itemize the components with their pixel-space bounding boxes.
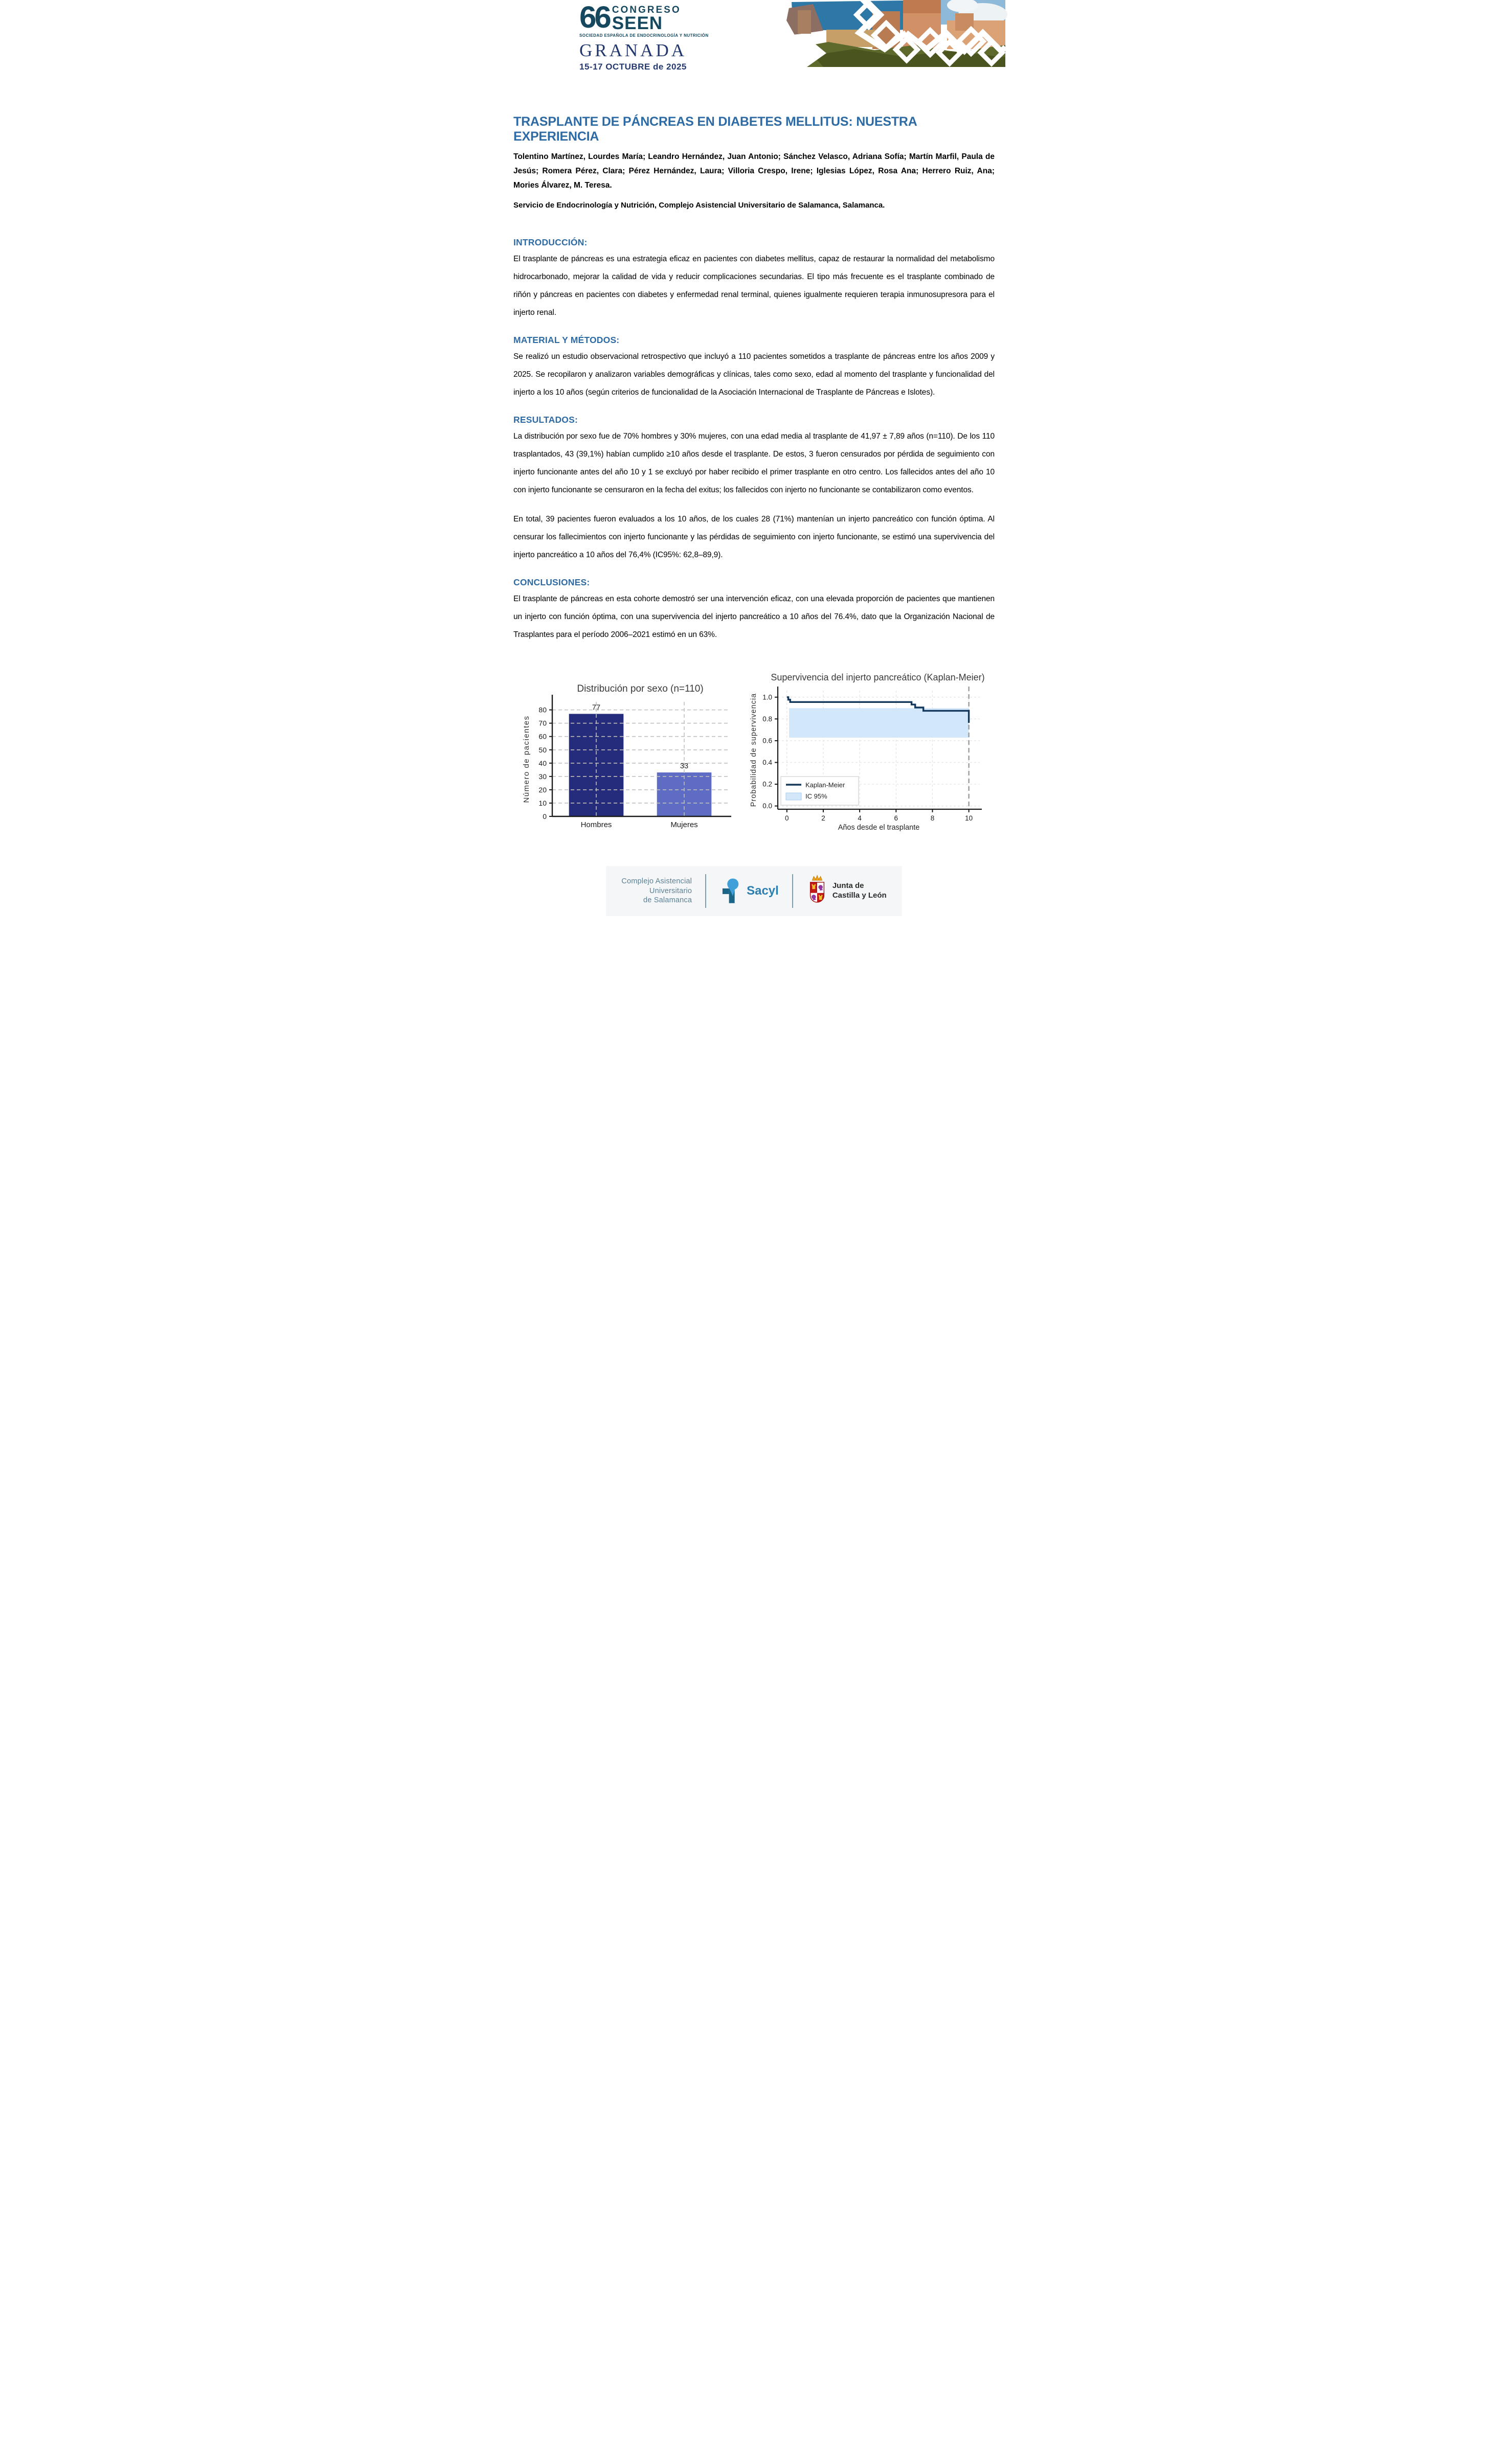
- authors-list: Tolentino Martínez, Lourdes María; Leandro Hernández, Juan Antonio; Sánchez Velasco, Adriana Sofía; Martín Marfil, Paula de Jesús; Romera Pérez, Clara; Pérez Hernández, Laura; Villoria Crespo, Irene; Iglesias López, Rosa Ana; Herrero Ruiz, Ana; Mories Álvarez, M. Teresa.: [513, 152, 995, 190]
- svg-text:IC 95%: IC 95%: [805, 792, 827, 800]
- sex-distribution-bar-chart: [521, 670, 735, 835]
- footer-divider: [792, 874, 793, 908]
- svg-text:Número de pacientes: Número de pacientes: [522, 715, 531, 803]
- section-conclusiones: [513, 577, 995, 644]
- conclusiones-body: El trasplante de páncreas en esta cohorte demostró ser una intervención eficaz, con una elevada proporción de pacientes que mantienen un injerto con función óptima, con una supervivencia del injerto pancreático a 10 años del 76.4%, dato que la Organización Nacional de Trasplantes para el período 2006–2021 estimó en un 63%.: [513, 595, 995, 639]
- junta-line1: Junta de: [832, 881, 864, 891]
- footer-divider: [705, 874, 706, 908]
- svg-text:0.6: 0.6: [762, 737, 772, 745]
- society-name: SOCIEDAD ESPAÑOLA DE ENDOCRINOLOGÍA Y NUTRICIÓN: [579, 33, 709, 38]
- svg-text:0.2: 0.2: [762, 780, 772, 788]
- svg-text:80: 80: [538, 705, 547, 714]
- junta-castilla-leon-logo: [806, 875, 887, 907]
- svg-text:0: 0: [785, 814, 789, 822]
- footer-logos: [606, 866, 902, 916]
- section-metodos: [513, 335, 995, 401]
- header: [503, 0, 1005, 111]
- congreso-label: CONGRESO: [612, 5, 681, 15]
- svg-text:10: 10: [965, 814, 973, 822]
- congress-wordmark: [612, 5, 681, 32]
- km-survival-chart: [749, 670, 1007, 842]
- svg-text:Años desde el trasplante: Años desde el trasplante: [838, 824, 920, 832]
- svg-text:0: 0: [543, 812, 547, 820]
- svg-text:Hombres: Hombres: [580, 820, 612, 829]
- svg-text:10: 10: [538, 798, 547, 807]
- svg-text:8: 8: [930, 814, 935, 822]
- sacyl-label: Sacyl: [747, 884, 779, 898]
- metodos-heading: MATERIAL Y MÉTODOS:: [513, 335, 620, 345]
- figures-row: [513, 670, 995, 842]
- svg-text:0.8: 0.8: [762, 715, 772, 723]
- svg-text:77: 77: [592, 703, 601, 712]
- svg-text:30: 30: [538, 772, 547, 781]
- resultados-paragraph-2: En total, 39 pacientes fueron evaluados a los 10 años, de los cuales 28 (71%) mantenían un injerto pancreático con función óptima. Al censurar los fallecimientos con injerto funcionante y las pérdidas de seguimiento con injerto funcionante, se estimó una supervivencia del injerto pancreático a 10 años del 76,4% (IC95%: 62,8–89,9).: [513, 515, 995, 559]
- section-resultados: [513, 415, 995, 564]
- causa-logo: [621, 877, 692, 906]
- causa-line2: Universitario: [649, 886, 692, 895]
- svg-text:50: 50: [538, 745, 547, 754]
- seen-congress-logo: [579, 0, 733, 72]
- page-title: TRASPLANTE DE PÁNCREAS EN DIABETES MELLITUS: NUESTRA EXPERIENCIA: [513, 115, 917, 144]
- svg-text:Distribución por sexo (n=110): Distribución por sexo (n=110): [577, 683, 704, 694]
- sacyl-logo: [719, 876, 779, 906]
- svg-text:4: 4: [858, 814, 862, 822]
- svg-text:Probabilidad de supervivencia: Probabilidad de supervivencia: [750, 693, 758, 807]
- svg-text:Supervivencia del injerto panc: Supervivencia del injerto pancreático (Kaplan-Meier): [771, 672, 985, 682]
- granada-collage-image: [782, 0, 1005, 67]
- junta-text: [832, 881, 887, 901]
- affiliation: Servicio de Endocrinología y Nutrición, Complejo Asistencial Universitario de Salamanca, Salamanca.: [513, 201, 885, 210]
- svg-text:1.0: 1.0: [762, 693, 772, 701]
- junta-line2: Castilla y León: [832, 891, 887, 900]
- causa-line3: de Salamanca: [643, 896, 692, 905]
- introduccion-body: El trasplante de páncreas es una estrategia eficaz en pacientes con diabetes mellitus, capaz de restaurar la normalidad del metabolismo hidrocarbonado, mejorar la calidad de vida y reducir complicaciones secundarias. El tipo más frecuente es el trasplante combinado de riñón y páncreas en pacientes con diabetes y enfermedad renal terminal, quienes igualmente requieren terapia inmunosupresora para el injerto renal.: [513, 255, 995, 317]
- svg-text:60: 60: [538, 732, 547, 741]
- svg-text:Mujeres: Mujeres: [670, 820, 698, 829]
- congress-dates: 15-17 OCTUBRE de 2025: [579, 62, 687, 72]
- congress-number: 66: [579, 0, 610, 34]
- svg-text:6: 6: [894, 814, 898, 822]
- svg-text:20: 20: [538, 785, 547, 794]
- junta-castilla-leon-shield-icon: [806, 875, 828, 907]
- svg-text:Kaplan-Meier: Kaplan-Meier: [805, 781, 845, 789]
- seen-label: SEEN: [612, 13, 663, 33]
- congress-city: GRANADA: [579, 40, 687, 61]
- section-introduccion: [513, 237, 995, 322]
- conclusiones-heading: CONCLUSIONES:: [513, 577, 590, 587]
- svg-text:70: 70: [538, 719, 547, 727]
- introduccion-heading: INTRODUCCIÓN:: [513, 237, 588, 247]
- causa-line1: Complejo Asistencial: [621, 877, 692, 885]
- sacyl-cross-icon: [719, 876, 742, 906]
- footer: [503, 866, 1005, 916]
- resultados-paragraph-1: La distribución por sexo fue de 70% hombres y 30% mujeres, con una edad media al trasplante de 41,97 ± 7,89 años (n=110). De los 110 trasplantados, 43 (39,1%) habían cumplido ≥10 años desde el trasplante. De estos, 3 fueron censurados por pérdida de seguimiento con injerto funcionante antes del año 10 y 1 se excluyó por haber recibido el primer trasplante en otro centro. Los fallecidos antes del año 10 con injerto funcionante se censuraron en la fecha del exitus; los fallecidos con injerto no funcionante se contabilizaron como eventos.: [513, 432, 995, 494]
- poster-page: [503, 0, 1005, 905]
- svg-text:0.0: 0.0: [762, 802, 772, 810]
- poster-content: [503, 115, 1005, 842]
- svg-text:0.4: 0.4: [762, 758, 772, 766]
- svg-text:40: 40: [538, 759, 547, 767]
- svg-text:2: 2: [821, 814, 825, 822]
- svg-text:33: 33: [680, 762, 689, 771]
- resultados-heading: RESULTADOS:: [513, 415, 578, 425]
- metodos-body: Se realizó un estudio observacional retrospectivo que incluyó a 110 pacientes sometidos a trasplante de páncreas entre los años 2009 y 2025. Se recopilaron y analizaron variables demográficas y clínicas, tales como sexo, edad al momento del trasplante y funcionalidad del injerto a los 10 años (según criterios de funcionalidad de la Asociación Internacional de Trasplante de Páncreas e Islotes).: [513, 352, 995, 397]
- seen-logo-row: [579, 0, 733, 34]
